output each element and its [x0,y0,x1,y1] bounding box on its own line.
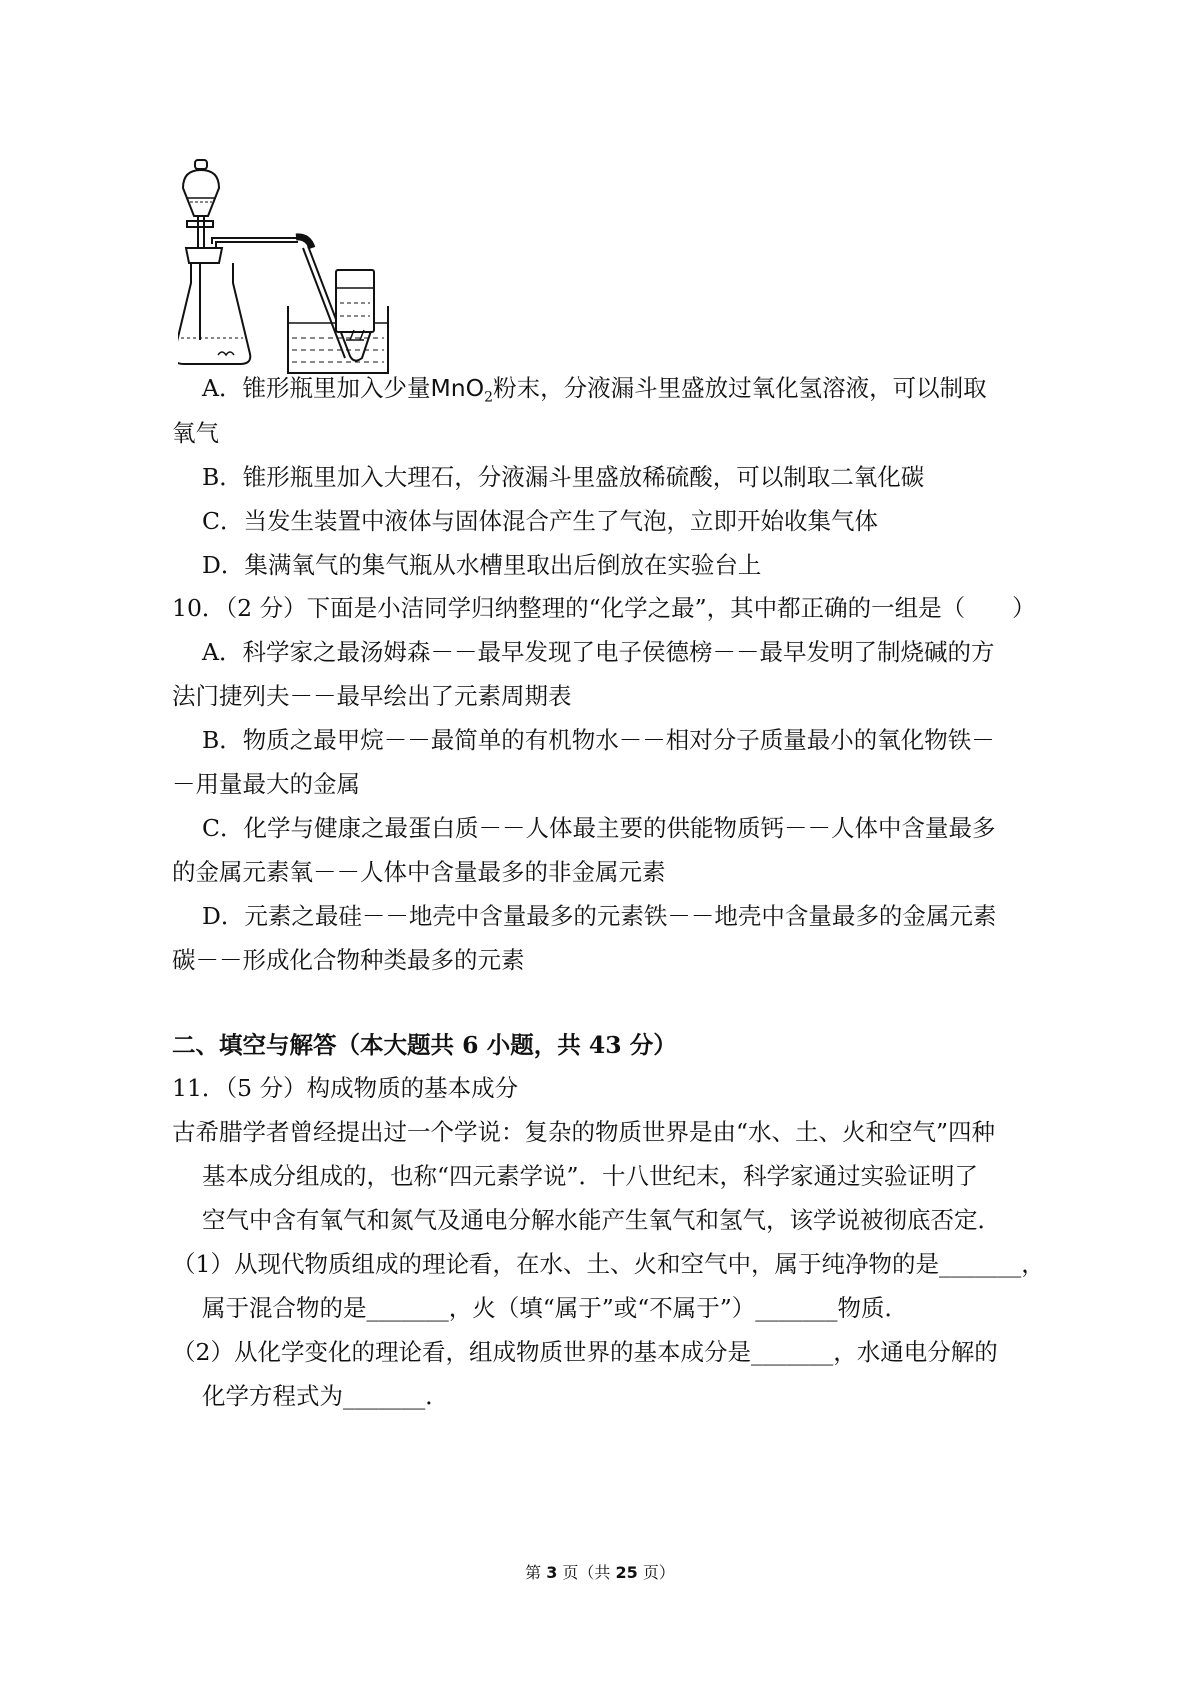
q11-paragraph-line-2: 基本成分组成的，也称“四元素学说”．十八世纪末，科学家通过实验证明了 [202,1162,979,1190]
q11-subquestion-1: （1）从现代物质组成的理论看，在水、土、火和空气中，属于纯净物的是_______， [172,1250,1045,1278]
q11-subquestion-2-cont: 化学方程式为_______． [202,1382,449,1410]
section-heading: 二、填空与解答（本大题共 6 小题，共 43 分） [172,1031,677,1059]
q9-option-c: C．当发生装置中液体与固体混合产生了气泡，立即开始收集气体 [202,507,878,535]
q11-paragraph-line-3: 空气中含有氧气和氮气及通电分解水能产生氧气和氢气，该学说被彻底否定． [202,1206,1001,1234]
lab-apparatus-figure [178,158,478,388]
page-number: 3 [546,1563,558,1582]
q10-option-d-cont: 碳－－形成化合物种类最多的元素 [172,946,525,974]
q9-option-a: A．锥形瓶里加入少量MnO$_2$粉末，分液漏斗里盛放过氧化氢溶液，可以制取 [202,374,987,406]
q10-option-b: B．物质之最甲烷－－最简单的有机物水－－相对分子质量最小的氧化物铁－ [202,726,995,754]
q10-option-b-cont: －用量最大的金属 [172,770,360,798]
q10-stem: 10．（2 分）下面是小洁同学归纳整理的“化学之最”，其中都正确的一组是（ ） [172,594,1036,622]
q10-option-c: C．化学与健康之最蛋白质－－人体最主要的供能物质钙－－人体中含量最多 [202,814,996,842]
page-total: 25 [615,1563,638,1582]
q11-stem: 11．（5 分）构成物质的基本成分 [172,1074,519,1102]
q9-option-d: D．集满氧气的集气瓶从水槽里取出后倒放在实验台上 [202,551,762,579]
q10-option-c-cont: 的金属元素氧－－人体中含量最多的非金属元素 [172,858,666,886]
q11-subquestion-1-cont: 属于混合物的是_______，火（填“属于”或“不属于”）_______物质． [202,1294,909,1322]
q10-option-d: D．元素之最硅－－地壳中含量最多的元素铁－－地壳中含量最多的金属元素 [202,902,997,930]
q10-option-a: A．科学家之最汤姆森－－最早发现了电子侯德榜－－最早发明了制烧碱的方 [202,638,995,666]
q9-option-a-cont: 氧气 [172,419,219,447]
q10-option-a-cont: 法门捷列夫－－最早绘出了元素周期表 [172,682,572,710]
q9-option-b: B．锥形瓶里加入大理石，分液漏斗里盛放稀硫酸，可以制取二氧化碳 [202,463,925,491]
q11-subquestion-2: （2）从化学变化的理论看，组成物质世界的基本成分是_______，水通电分解的 [172,1338,998,1366]
q11-paragraph-line-1: 古希腊学者曾经提出过一个学说：复杂的物质世界是由“水、土、火和空气”四种 [172,1118,996,1146]
page-footer: 第 3 页（共 25 页） [525,1563,675,1582]
